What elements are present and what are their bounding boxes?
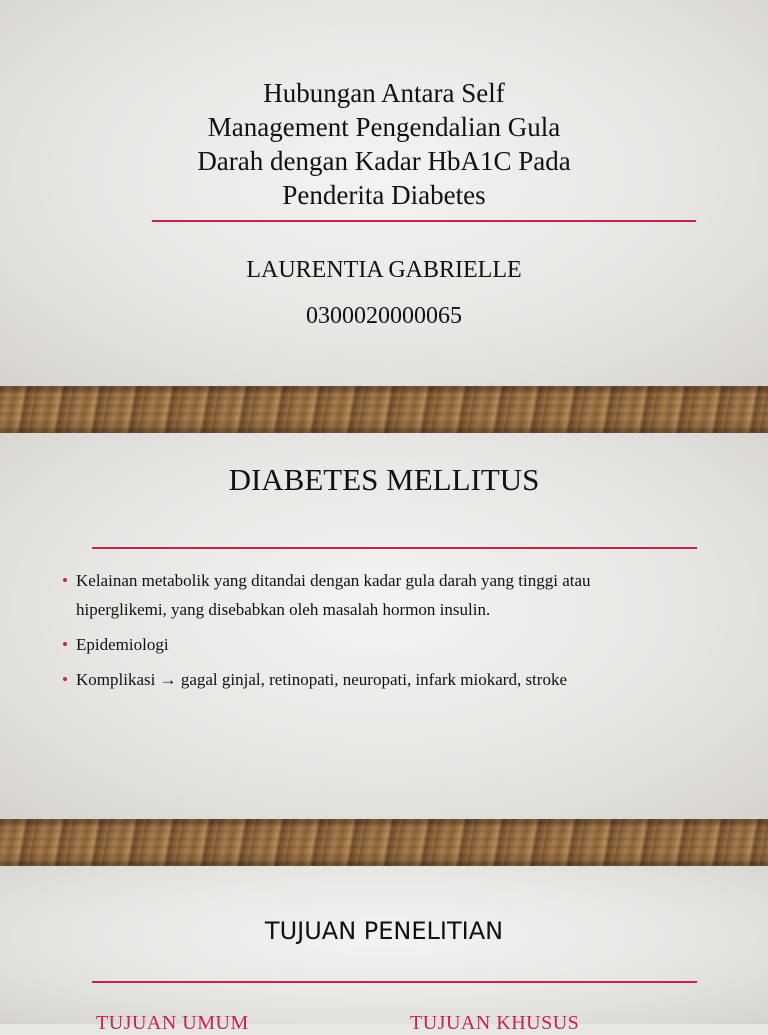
slide-heading: TUJUAN PENELITIAN [264,917,504,945]
presentation-title [0,76,768,212]
bullet-dot-icon: • [62,635,68,654]
bullet-text: Epidemiologi [76,635,169,654]
heading-divider [92,981,697,983]
title-divider [152,220,696,222]
student-id: 0300020000065 [306,303,462,329]
heading-divider [92,547,697,549]
slide-heading: DIABETES MELLITUS [228,462,540,497]
title-line: Darah dengan Kadar HbA1C Pada [197,146,571,176]
bullet-list [62,566,662,700]
wood-floor-divider [0,386,768,433]
bullet-text: Komplikasi → gagal ginjal, retinopati, neuropati, infark miokard, stroke [76,670,567,689]
title-line: Penderita Diabetes [282,180,486,210]
tujuan-khusus-heading: TUJUAN KHUSUS [410,1012,580,1034]
bullet-dot-icon: • [62,670,68,689]
bullet-item [62,630,662,659]
title-line: Management Pengendalian Gula [207,112,561,142]
bullet-item [62,665,662,694]
bullet-item [62,566,662,624]
title-line: Hubungan Antara Self [263,78,505,108]
slide-tujuan-penelitian [0,866,768,1024]
bullet-dot-icon: • [62,571,68,590]
slide-title [0,0,768,386]
bullet-text: Kelainan metabolik yang ditandai dengan kadar gula darah yang tinggi atau hiperglikemi, yang disebabkan oleh masalah hormon insulin. [76,571,591,619]
tujuan-umum-heading: TUJUAN UMUM [96,1012,249,1034]
wood-floor-divider [0,819,768,866]
author-name: LAURENTIA GABRIELLE [246,257,522,283]
